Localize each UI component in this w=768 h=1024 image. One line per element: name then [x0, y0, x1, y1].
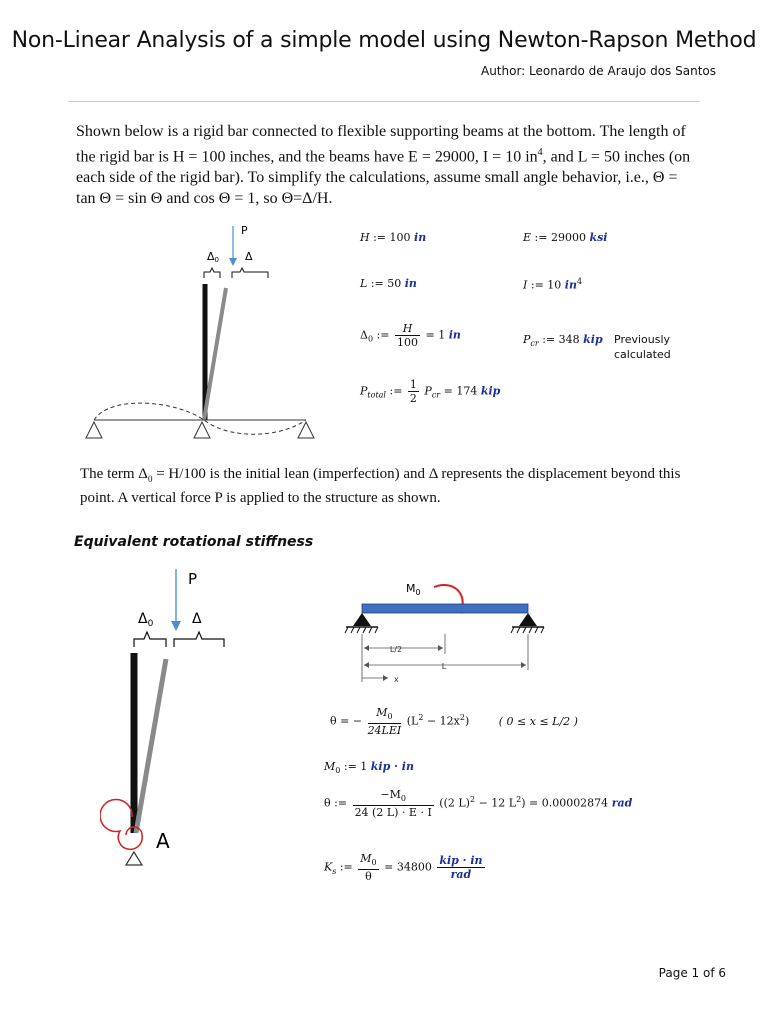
Ks-calculation: $K_s$ := $\frac{M_0}{\theta}$ = 34800 $\frac{\text{kip · in}}{\text{rad}}$	[324, 852, 483, 884]
page-number: Page 1 of 6	[658, 966, 726, 980]
I-definition: I := 10 $in^4$	[523, 277, 583, 292]
Ptotal-definition: $P_{total}$ := $\frac{1}{2}$ $P_{cr} = 174$ kip	[360, 378, 501, 405]
delta0-definition: $\Delta_0$ := $\frac{H}{100}$ = 1 in	[360, 322, 461, 349]
span-label: L	[441, 662, 447, 671]
theta-formula: θ = − $\frac{M_0}{\text{24LEI}} (L^2 - 12x^2)$ ( 0 ≤ x ≤ L/2 )	[330, 706, 578, 738]
point-A-label: A	[156, 829, 170, 853]
delta-label: Δ	[192, 611, 202, 627]
author-line: Author: Leonardo de Araujo dos Santos	[480, 64, 716, 78]
beam-moment-diagram	[340, 570, 560, 685]
load-label: P	[241, 224, 248, 237]
moment-label: $M_0$	[406, 582, 421, 597]
rigid-bar-figure	[80, 220, 320, 442]
half-span-label: L/2	[389, 645, 403, 654]
delta0-label: Δ0	[207, 250, 219, 264]
header-divider	[68, 101, 700, 102]
delta0-label: $\Delta_0$	[138, 611, 154, 629]
pcr-note: Previously calculated	[614, 333, 671, 361]
intro-paragraph: Shown below is a rigid bar connected to flexible supporting beams at the bottom. The length of the rigid bar is H = 100 inches, and the beams have E = 29000, I = 10 $in^4$, and L = 50 inches (on each side of the rigid bar). To simplify the calculations, assume small angle behavior, i.e., Θ = tan Θ = sin Θ and cos Θ = 1, so Θ=Δ/H.	[76, 123, 691, 208]
document-title: Non-Linear Analysis of a simple model using Newton-Rapson Method	[11, 28, 757, 53]
theta-calculation: θ := $\frac{-M_0}{24 (2 L) \cdot E \cdot I}$ ((2 L)$^2$ − 12 $L^2) = 0.00002874$ rad	[324, 788, 633, 820]
load-label: P	[188, 570, 198, 588]
M0-definition: $M_0$ := 1 kip · in	[324, 760, 414, 776]
L-definition: L := 50 in	[360, 277, 417, 290]
H-definition: H := 100 in	[360, 231, 427, 244]
E-definition: E := 29000 ksi	[523, 231, 608, 244]
imperfection-paragraph: The term $\Delta_0 = H/100$ is the initial lean (imperfection) and Δ represents the displacement beyond this point. A vertical force P is applied to the structure as shown.	[80, 466, 681, 506]
delta-label: Δ	[245, 250, 253, 263]
x-axis-label: x	[394, 675, 399, 684]
section-heading: Equivalent rotational stiffness	[74, 534, 314, 550]
Pcr-definition: $P_{cr}$ := 348 kip	[523, 333, 603, 349]
rotational-stiffness-figure	[100, 565, 240, 875]
